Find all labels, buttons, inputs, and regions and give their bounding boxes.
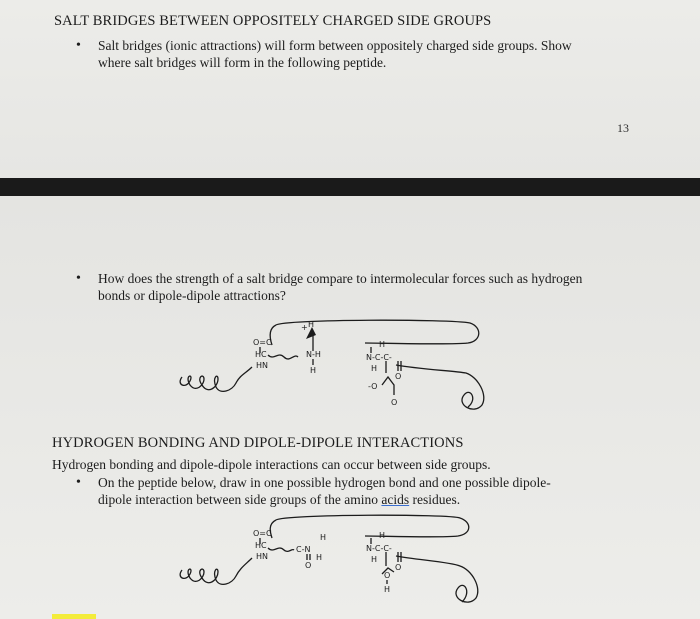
label-o-double: O xyxy=(395,372,402,381)
salt-bridges-heading: SALT BRIDGES BETWEEN OPPOSITELY CHARGED SIDE GROUPS xyxy=(54,13,492,29)
label-h-below: H xyxy=(310,366,317,375)
coil-left xyxy=(180,367,252,391)
yellow-highlight-mark xyxy=(52,614,96,619)
label-hn: HN xyxy=(256,552,268,561)
instruction-line-1: On the peptide below, draw in one possible hydrogen bond and one possible dipole- xyxy=(98,475,551,490)
label-o-eq-c: O=C xyxy=(253,338,272,347)
label-n-h: N-H xyxy=(306,350,321,359)
page-divider-band xyxy=(0,178,700,196)
label-h-right-top: H xyxy=(379,531,386,540)
hydrogen-bonding-heading: HYDROGEN BONDING AND DIPOLE-DIPOLE INTERACTIONS xyxy=(52,435,464,451)
label-o-minus: -O xyxy=(368,382,378,391)
backbone-strand-top xyxy=(276,515,469,537)
label-hn: HN xyxy=(256,361,268,370)
bullet-dot: • xyxy=(76,271,81,286)
side-chain-zigzag xyxy=(268,355,298,359)
instruction-line-1: Salt bridges (ionic attractions) will form between oppositely charged side groups. Show xyxy=(98,38,572,53)
coil-right xyxy=(396,365,484,409)
label-o-mid: O xyxy=(384,571,391,580)
label-h-right: H xyxy=(371,555,378,564)
label-n-c-c: N-C-C- xyxy=(366,544,392,553)
side-chain-zigzag xyxy=(268,548,294,551)
page-number: 13 xyxy=(617,121,629,135)
bullet-dot: • xyxy=(76,475,81,490)
hydrogen-bonding-intro: Hydrogen bonding and dipole-dipole interactions can occur between side groups. xyxy=(52,457,491,472)
label-h-top: H xyxy=(308,320,315,329)
question-line-2: bonds or dipole-dipole attractions? xyxy=(98,288,286,303)
hbond-peptide-diagram xyxy=(160,510,520,618)
carboxylate-bonds xyxy=(382,377,394,395)
label-h-right: H xyxy=(371,364,378,373)
hydrogen-bonding-instruction xyxy=(76,474,658,508)
coil-left xyxy=(180,558,252,584)
label-o-under: O xyxy=(305,561,312,570)
instruction-line-2 xyxy=(98,491,658,508)
salt-bridges-instruction xyxy=(76,37,658,71)
label-n-c-c: N-C-C- xyxy=(366,353,392,362)
label-o-bottom: O xyxy=(391,398,398,407)
label-c-n: C-N xyxy=(296,545,311,554)
label-o-eq-c: O=C xyxy=(253,529,272,538)
instruction-line-2: where salt bridges will form in the following peptide. xyxy=(98,55,387,70)
label-h-n: H xyxy=(316,553,323,562)
label-plus: + xyxy=(301,323,308,332)
instruction-text-a: dipole interaction between side groups of the amino xyxy=(98,492,382,507)
label-h-top: H xyxy=(320,533,327,542)
label-hc: HC xyxy=(255,350,267,359)
question-line-1: How does the strength of a salt bridge compare to intermolecular forces such as hydrogen xyxy=(98,271,583,286)
salt-bridge-question xyxy=(76,270,658,304)
bullet-dot: • xyxy=(76,38,81,53)
label-h-bottom: H xyxy=(384,585,391,594)
instruction-text-acids: acids xyxy=(381,492,410,507)
label-h-right-top: H xyxy=(379,340,386,349)
instruction-text-c: residues. xyxy=(409,492,461,507)
coil-right xyxy=(396,556,478,602)
label-hc: HC xyxy=(255,541,267,550)
label-o-double: O xyxy=(395,563,402,572)
salt-bridge-peptide-diagram xyxy=(160,315,520,425)
